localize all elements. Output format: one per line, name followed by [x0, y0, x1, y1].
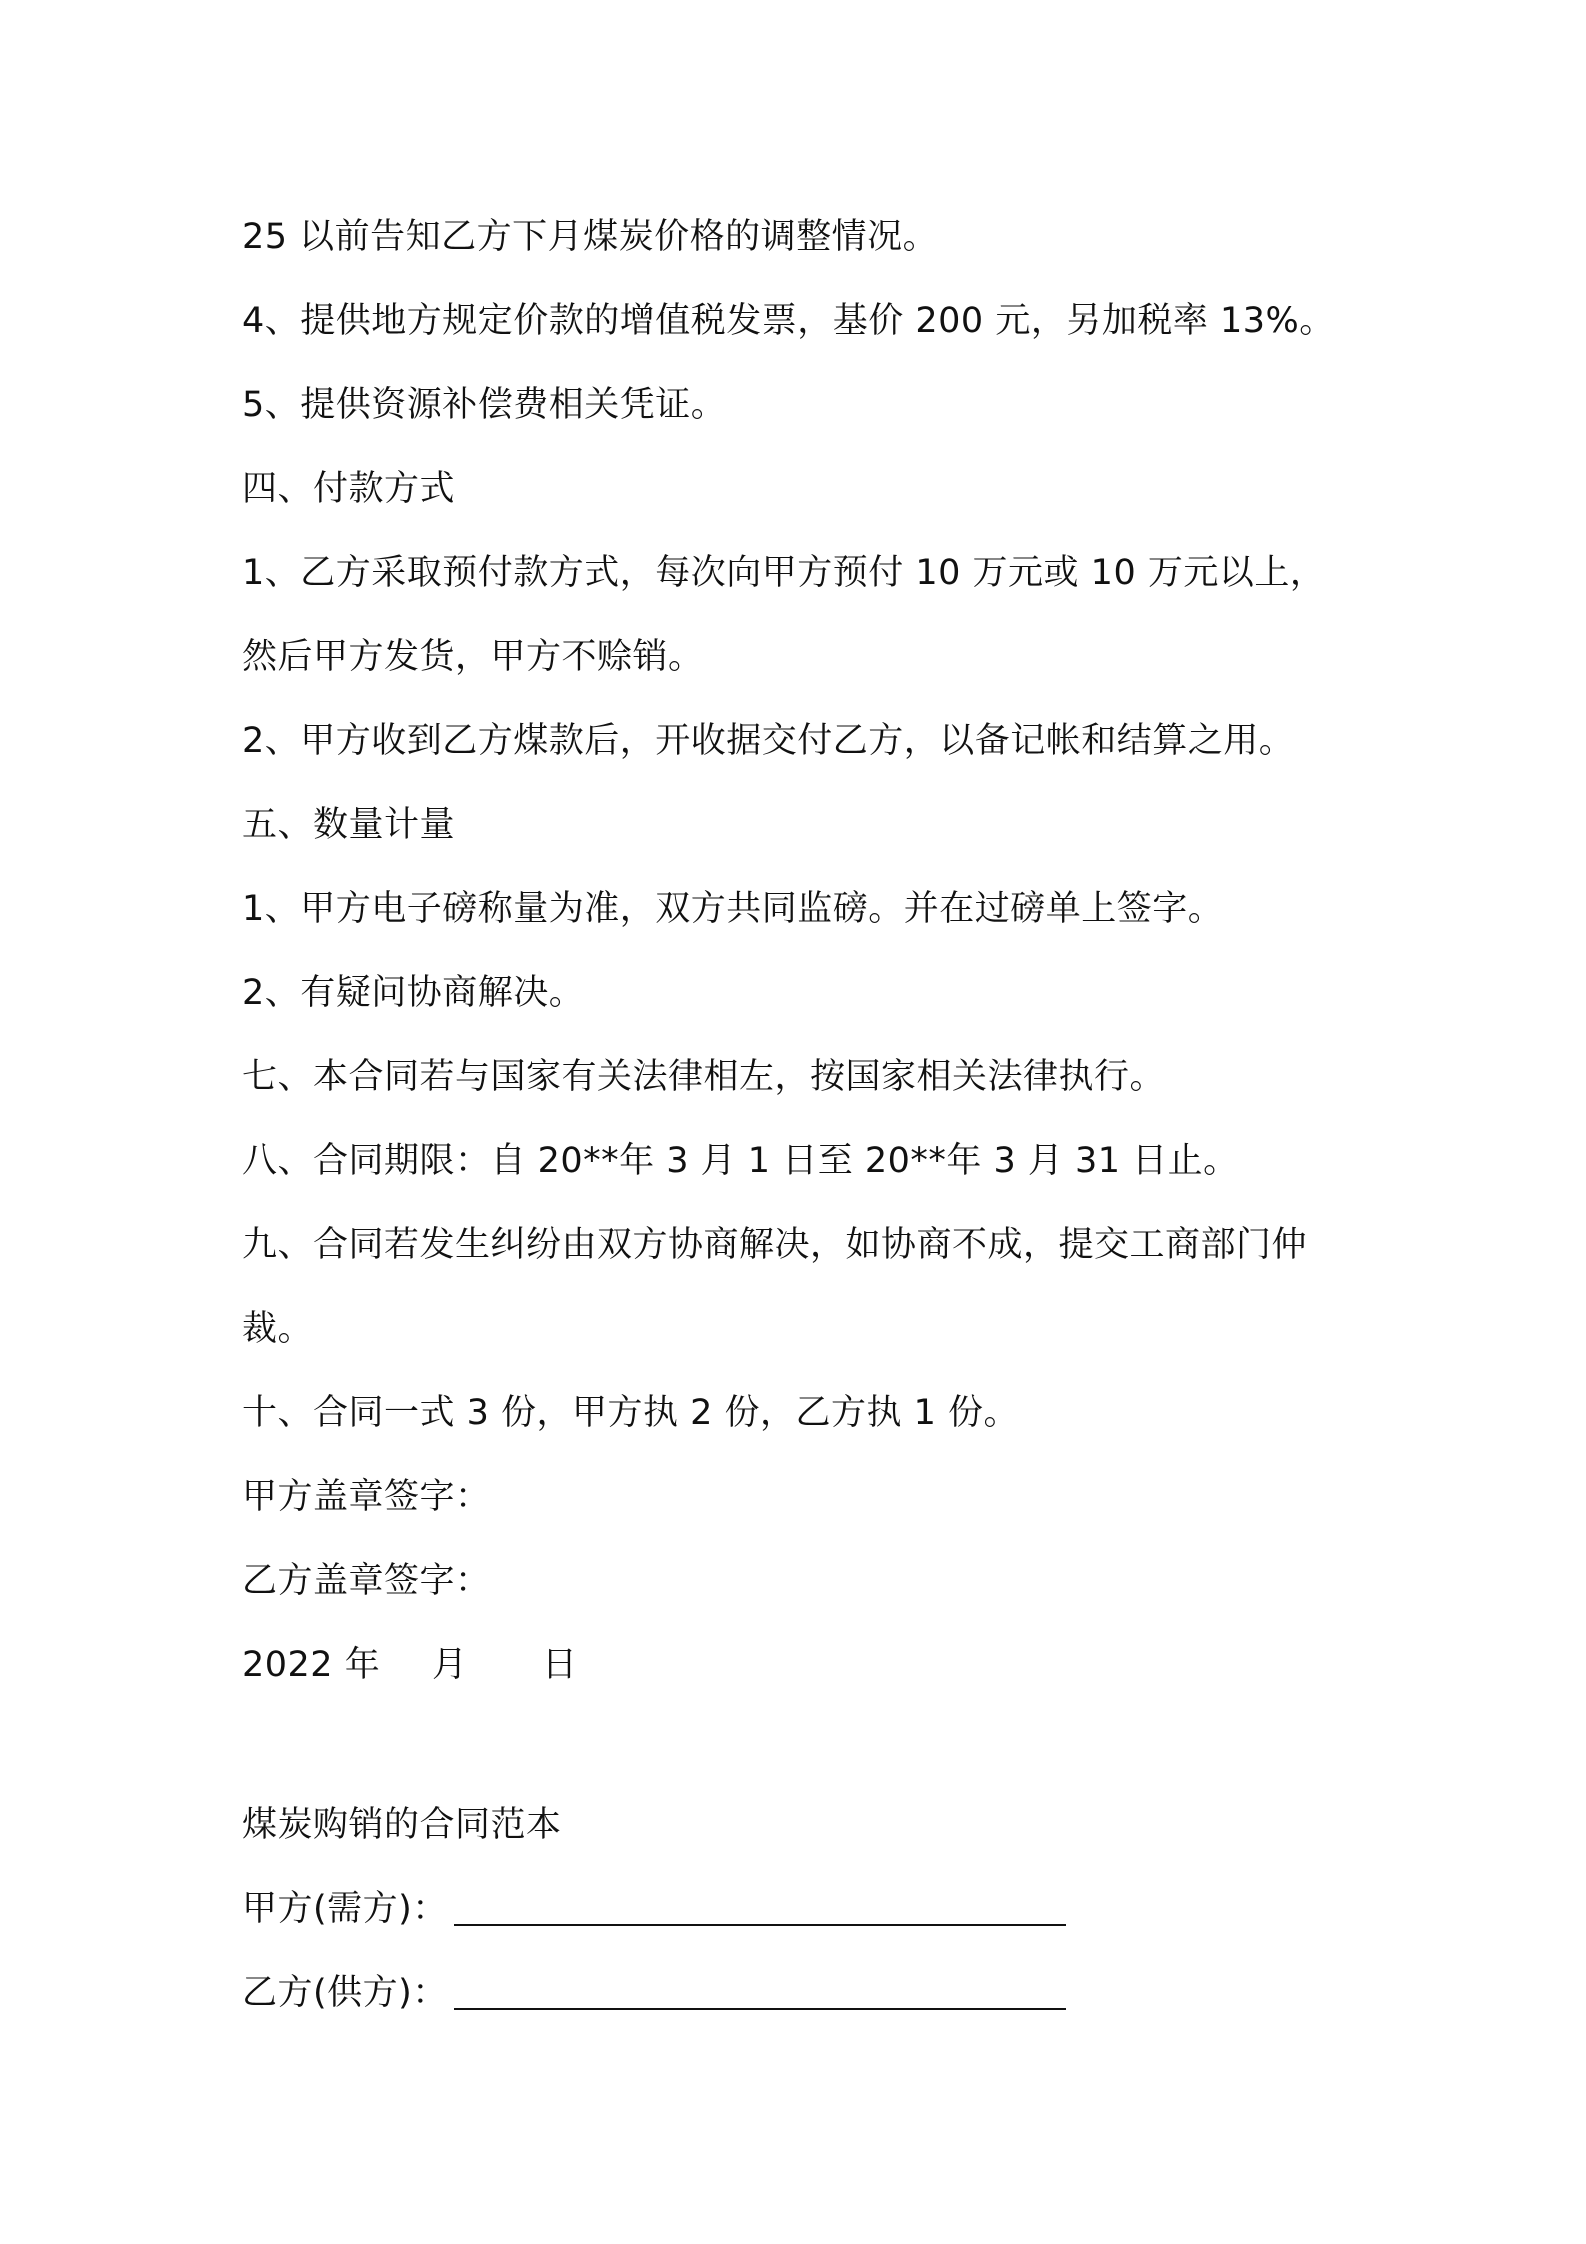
text-line: 2、有疑问协商解决。 — [242, 973, 585, 1013]
signature-date — [242, 1623, 1372, 1707]
clause-ten: 十、合同一式 3 份，甲方执 2 份，乙方执 1 份。 — [242, 1393, 1020, 1433]
text-line: 裁。 — [242, 1309, 314, 1349]
text-line: 1、乙方采取预付款方式，每次向甲方预付 10 万元或 10 万元以上， — [242, 553, 1326, 593]
text-line: 2、甲方收到乙方煤款后，开收据交付乙方，以备记帐和结算之用。 — [242, 721, 1295, 761]
date-month: 月 — [432, 1645, 468, 1685]
document-body — [242, 195, 1372, 2035]
clause-nine: 九、合同若发生纠纷由双方协商解决，如协商不成，提交工商部门仲 — [242, 1225, 1308, 1265]
date-year: 2022 年 — [242, 1645, 381, 1685]
party-a-row — [242, 1867, 1372, 1951]
date-day: 日 — [542, 1645, 578, 1685]
party-b-blank — [454, 1974, 1066, 2010]
party-b-label: 乙方(供方)： — [242, 1973, 448, 2013]
party-a-blank — [454, 1890, 1066, 1926]
section-heading-quantity: 五、数量计量 — [242, 805, 456, 845]
party-b-signature-label: 乙方盖章签字： — [242, 1561, 491, 1601]
clause-eight: 八、合同期限：自 20**年 3 月 1 日至 20**年 3 月 31 日止。 — [242, 1141, 1239, 1181]
clause-seven: 七、本合同若与国家有关法律相左，按国家相关法律执行。 — [242, 1057, 1166, 1097]
text-line: 然后甲方发货，甲方不赊销。 — [242, 637, 704, 677]
text-line: 4、提供地方规定价款的增值税发票，基价 200 元，另加税率 13%。 — [242, 301, 1335, 341]
party-a-signature-label: 甲方盖章签字： — [242, 1477, 491, 1517]
text-line: 5、提供资源补偿费相关凭证。 — [242, 385, 727, 425]
text-line: 1、甲方电子磅称量为准，双方共同监磅。并在过磅单上签字。 — [242, 889, 1224, 929]
section-heading-payment: 四、付款方式 — [242, 469, 456, 509]
party-b-row — [242, 1951, 1372, 2035]
party-a-label: 甲方(需方)： — [242, 1889, 448, 1929]
template-title: 煤炭购销的合同范本 — [242, 1805, 562, 1845]
text-line: 25 以前告知乙方下月煤炭价格的调整情况。 — [242, 217, 939, 257]
spacer — [242, 1707, 1372, 1783]
